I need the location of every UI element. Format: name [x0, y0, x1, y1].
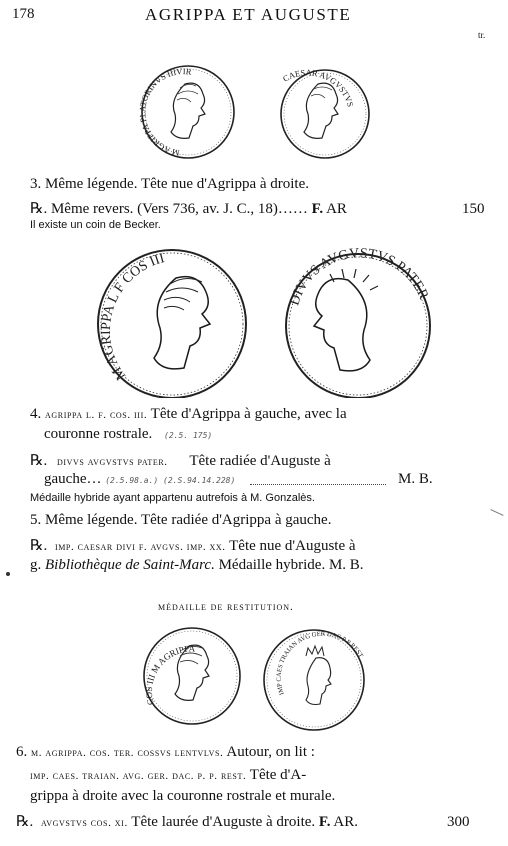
- description: Tête d'A-: [249, 767, 307, 783]
- entry-4-value: M. B.: [398, 471, 433, 487]
- reverse-symbol: ℞.: [16, 814, 34, 830]
- entry-3-note: Il existe un coin de Becker.: [30, 219, 161, 231]
- entry-3-line: 3. Même légende. Tête nue d'Agrippa à droite.: [30, 176, 309, 192]
- description: Tête radiée d'Auguste à: [189, 453, 331, 469]
- svg-text:CAESAR AVGVSTVS: [281, 67, 356, 108]
- entry-4-note: Médaille hybride ayant appartenu autrefois à M. Gonzalès.: [30, 492, 315, 504]
- coin-legend-text: imp. caes. traian. avg. ger. dac. p. p. rest.: [30, 770, 247, 782]
- description: Médaille hybride. M. B.: [218, 557, 364, 573]
- entry-4-line-2: [44, 426, 212, 443]
- entry-5-line-3: [30, 557, 364, 574]
- description: gauche…: [44, 471, 102, 487]
- scan-mark: [6, 572, 10, 576]
- svg-text:M AGRIPPA PLATORINVS IIIVIR: [137, 66, 192, 158]
- metal: AR.: [333, 814, 358, 830]
- handwritten-note: (2.5.98.a.) (2.S.94.14.228): [105, 476, 236, 485]
- coin-reverse: [264, 630, 364, 730]
- coin-reverse: [286, 246, 431, 398]
- entry-3-value: 150: [462, 201, 485, 217]
- description: couronne rostrale.: [44, 426, 153, 442]
- coin-legend: CAESAR AVGVSTVS: [281, 67, 356, 109]
- coin-legend-text: divvs avgvstvs pater.: [56, 456, 168, 468]
- description: Autour, on lit :: [226, 744, 315, 760]
- entry-number: 6.: [16, 744, 28, 760]
- section-title: médaille de restitution.: [158, 601, 294, 613]
- coin-legend: COS III M AGRIPPA: [143, 643, 196, 707]
- metal: AR: [326, 201, 347, 217]
- reverse-symbol: ℞.: [30, 453, 48, 469]
- coin-obverse: [137, 66, 234, 158]
- page-title: AGRIPPA ET AUGUSTE: [145, 5, 352, 24]
- metal-mark: F.: [318, 814, 331, 830]
- coin-pair-3: [134, 624, 374, 732]
- description: g.: [30, 557, 42, 573]
- coin-legend: DIVVS AVGVSTVS PATER: [287, 246, 431, 308]
- handwritten-note: (2.5. 175): [164, 431, 213, 440]
- reverse-symbol: ℞.: [30, 538, 48, 554]
- coin-pair-1: [130, 62, 390, 162]
- scan-mark: [490, 509, 503, 516]
- coin-legend-text: avgvstvs cos. xi.: [40, 817, 128, 829]
- reverse-text: Même revers. (Vers 736, av. J. C., 18)……: [50, 201, 312, 217]
- coin-legend-text: imp. caesar divi f. avgvs. imp. xx.: [54, 541, 226, 553]
- svg-text:DIVVS AVGVSTVS PATER: [287, 246, 431, 307]
- entry-6-line-2: [30, 767, 306, 784]
- description: Tête laurée d'Auguste à droite.: [131, 814, 316, 830]
- svg-text:COS III M AGRIPPA: [144, 644, 196, 707]
- entry-number: 4.: [30, 406, 42, 422]
- entry-6-reverse: [16, 812, 358, 831]
- entry-6-line-3: grippa à droite avec la couronne rostrale et murale.: [30, 788, 336, 804]
- coin-legend: IMP CAES TRAIAN AVG GER DAC P P REST: [275, 630, 365, 696]
- entry-3-reverse: [30, 199, 347, 218]
- description: Tête nue d'Auguste à: [229, 538, 356, 554]
- coin-reverse: [281, 67, 369, 158]
- svg-text:M AGRIPPA L F COS III: [99, 251, 167, 382]
- entry-5-reverse: [30, 536, 356, 555]
- coin-obverse: [98, 250, 246, 398]
- svg-text:IMP CAES TRAIAN AVG GER DAC P: [276, 631, 364, 696]
- coin-legend-text: m. agrippa. cos. ter. cossvs lentvlvs.: [31, 747, 224, 759]
- entry-4-reverse-1: [30, 451, 331, 470]
- entry-5-line: 5. Même légende. Tête radiée d'Agrippa à gauche.: [30, 512, 332, 528]
- library-name: Bibliothèque de Saint-Marc.: [45, 557, 215, 573]
- coin-legend: M AGRIPPA L F COS III: [98, 251, 167, 383]
- coin-legend: M AGRIPPA PLATORINVS IIIVIR: [137, 66, 193, 159]
- coin-pair-2: [86, 246, 446, 398]
- leader-dots: [250, 484, 386, 485]
- coin-obverse: [144, 628, 240, 724]
- description: Tête d'Agrippa à gauche, avec la: [150, 406, 347, 422]
- coin-legend-text: agrippa l. f. cos. iii.: [45, 409, 148, 421]
- margin-note: tr.: [478, 30, 486, 40]
- page-number: 178: [12, 6, 35, 22]
- entry-6-line-1: [16, 744, 315, 761]
- entry-6-value: 300: [447, 814, 470, 830]
- metal-mark: F.: [311, 201, 324, 217]
- reverse-symbol: ℞.: [30, 201, 48, 217]
- entry-4-reverse-2: [44, 471, 235, 488]
- entry-4-line-1: [30, 406, 347, 423]
